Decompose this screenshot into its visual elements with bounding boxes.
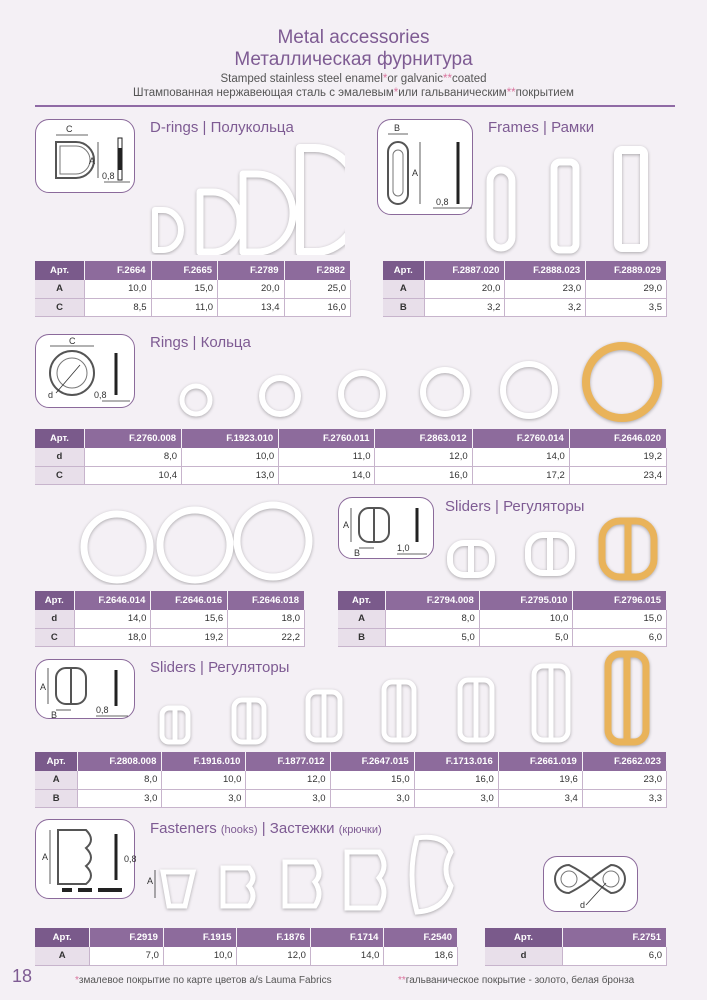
table-cell: 11,0 (279, 448, 375, 466)
dim-a: A (40, 682, 47, 692)
footnote-double-star: ** (398, 975, 406, 986)
table-cell: 8,0 (84, 448, 181, 466)
table-cell: 16,0 (414, 771, 498, 789)
fastener-drawing (36, 820, 136, 900)
d-ring-f2882 (300, 148, 345, 252)
column-header-article: F.2796.015 (573, 591, 667, 610)
dim-c: C (69, 336, 76, 346)
row-label: A (338, 610, 386, 628)
table-cell: 7,0 (90, 947, 164, 965)
fastener-f2540 (412, 837, 451, 912)
column-header-article: F.2665 (151, 261, 217, 280)
column-header-article: F.1877.012 (246, 752, 330, 771)
row-label: C (35, 298, 85, 316)
ring-products-2 (75, 495, 315, 585)
table-cell: 10,4 (84, 466, 181, 484)
column-header-art: Арт. (35, 429, 84, 448)
table-cell: 15,0 (330, 771, 414, 789)
column-header-art: Арт. (35, 261, 85, 280)
slider-products-1 (440, 515, 670, 585)
column-header-article: F.2863.012 (375, 429, 472, 448)
column-header-art: Арт. (35, 591, 74, 610)
column-header-art: Арт. (383, 261, 424, 280)
table-cell: 10,0 (162, 771, 246, 789)
ring-f2760-008 (182, 386, 210, 414)
table-cell: 5,0 (479, 628, 573, 646)
table-cell: 14,0 (310, 947, 384, 965)
row-label: B (338, 628, 386, 646)
column-header-article: F.2760.011 (279, 429, 375, 448)
table-cell: 10,0 (85, 280, 151, 298)
fastener-f1876 (285, 862, 319, 906)
page-title-ru: Металлическая фурнитура (234, 49, 473, 70)
double-star-mark: ** (506, 87, 516, 99)
fasteners-title-en: Fasteners (150, 820, 221, 837)
d-rings-table (35, 261, 351, 317)
row-label: C (35, 628, 74, 646)
table-cell: 16,0 (284, 298, 351, 316)
fasteners-title-hooks: (hooks) (220, 824, 258, 836)
frame-f2889 (618, 150, 644, 248)
table-cell: 3,5 (586, 298, 667, 316)
ring-f2646-016 (160, 510, 230, 580)
page-number: 18 (12, 966, 33, 986)
table-cell: 11,0 (151, 298, 217, 316)
d-ring-diagram (35, 119, 135, 193)
dim-a: A (343, 520, 350, 530)
column-header-art: Арт. (35, 928, 90, 947)
table-cell: 3,2 (505, 298, 586, 316)
column-header-article: F.2889.029 (586, 261, 667, 280)
slider2-drawing (36, 660, 136, 720)
table-cell: 18,0 (74, 628, 151, 646)
fastener-f2919 (163, 872, 193, 906)
dim-thickness: 0,8 (94, 390, 107, 400)
row-label: A (35, 280, 85, 298)
table-cell: 13,4 (218, 298, 284, 316)
fasteners-title-ru: | Застежки (257, 820, 339, 837)
table-cell: 23,4 (569, 466, 666, 484)
slider-drawing (339, 498, 435, 560)
row-label: A (35, 947, 90, 965)
d-ring-f2789 (243, 174, 293, 252)
column-header-article: F.2795.010 (479, 591, 573, 610)
column-header-article: F.1713.016 (414, 752, 498, 771)
table-row (383, 280, 667, 298)
table-cell: 3,4 (498, 789, 582, 807)
column-header-article: F.2751 (563, 928, 667, 947)
section-title-rings: Rings | Кольца (150, 334, 251, 351)
frame-drawing (378, 120, 474, 216)
table-cell: 22,2 (228, 628, 305, 646)
ring-f2863-012 (423, 370, 467, 414)
star-mark: * (382, 73, 388, 85)
column-header-article: F.2662.023 (582, 752, 666, 771)
column-header-article: F.1714 (310, 928, 384, 947)
table-cell: 10,0 (182, 448, 279, 466)
table-cell: 17,2 (472, 466, 569, 484)
dim-thickness: 0,8 (436, 197, 449, 207)
column-header-article: F.2919 (90, 928, 164, 947)
slider-diagram (338, 497, 434, 559)
table-cell: 20,0 (218, 280, 284, 298)
slider2-diagram (35, 659, 135, 719)
column-header-article: F.2760.014 (472, 429, 569, 448)
table-cell: 29,0 (586, 280, 667, 298)
dim-thickness: 0,8 (124, 854, 136, 864)
ring-f2646-014 (84, 514, 150, 580)
dim-a: A (412, 168, 419, 178)
column-header-article: F.2646.018 (228, 591, 305, 610)
dim-d: d (580, 900, 586, 910)
table-cell: 5,0 (386, 628, 480, 646)
dim-b: B (51, 710, 58, 720)
subtitle-ru (0, 87, 707, 99)
column-header-article: F.2760.008 (84, 429, 181, 448)
dim-b: B (354, 548, 361, 558)
table-cell: 3,0 (78, 789, 162, 807)
ring-f2646-018 (237, 505, 309, 577)
row-label: d (35, 610, 74, 628)
dim-thickness: 0,8 (102, 171, 115, 181)
table-cell: 14,0 (472, 448, 569, 466)
f2751-table (485, 928, 667, 966)
table-cell: 15,6 (151, 610, 228, 628)
table-cell: 8,5 (85, 298, 151, 316)
row-label: B (383, 298, 424, 316)
dim-b: B (394, 123, 401, 133)
fastener-f1714 (347, 852, 384, 908)
table-cell: 25,0 (284, 280, 351, 298)
fasteners-title-hooks-ru: (крючки) (338, 824, 382, 836)
footnote-enamel (75, 975, 332, 986)
table-cell: 8,0 (386, 610, 480, 628)
slider-products-2 (150, 650, 670, 750)
subtitle-ru-b: или гальваническим (398, 87, 507, 99)
table-row (35, 280, 351, 298)
table-row (338, 610, 667, 628)
table-cell: 19,2 (151, 628, 228, 646)
section-title-d-rings: D-rings | Полукольца (150, 119, 294, 136)
column-header-art: Арт. (485, 928, 563, 947)
footnote-enamel-text: змалевое покрытие по карте цветов a/s Lauma Fabrics (78, 975, 332, 986)
table-row (338, 628, 667, 646)
page-title: Metal accessories (277, 27, 430, 48)
column-header-article: F.1915 (163, 928, 237, 947)
table-cell: 23,0 (505, 280, 586, 298)
column-header-article: F.1923.010 (182, 429, 279, 448)
table-cell: 3,0 (162, 789, 246, 807)
table-row (383, 298, 667, 316)
dim-a: A (42, 852, 49, 862)
ring-f2646-020-gold (586, 346, 658, 418)
row-label: d (485, 947, 563, 965)
column-header-article: F.1876 (237, 928, 311, 947)
column-header-art: Арт. (35, 752, 78, 771)
column-header-article: F.2882 (284, 261, 351, 280)
table-cell: 15,0 (573, 610, 667, 628)
ring-f2760-011 (341, 373, 383, 415)
frame-f2887 (490, 170, 512, 248)
table-row (35, 610, 305, 628)
section-title-sliders-2: Sliders | Регуляторы (150, 659, 290, 676)
table-row (35, 789, 667, 807)
row-label: A (383, 280, 424, 298)
table-cell: 10,0 (163, 947, 237, 965)
table-cell: 12,0 (246, 771, 330, 789)
column-header-article: F.2646.014 (74, 591, 151, 610)
table-row (35, 947, 458, 965)
table-cell: 3,0 (330, 789, 414, 807)
sliders2-table (35, 752, 667, 808)
table-cell: 14,0 (74, 610, 151, 628)
table-row (485, 947, 667, 965)
fastener-products (145, 830, 475, 925)
subtitle-en-a: Stamped stainless steel enamel (220, 73, 383, 85)
subtitle-ru-c: покрытием (515, 87, 574, 99)
dim-thickness: 0,8 (96, 705, 109, 715)
column-header-article: F.2540 (384, 928, 458, 947)
d-ring-f2665 (200, 192, 240, 252)
column-header-article: F.2661.019 (498, 752, 582, 771)
dim-a: A (89, 156, 96, 166)
row-label: B (35, 789, 78, 807)
table-cell: 15,0 (151, 280, 217, 298)
column-header-article: F.2664 (85, 261, 151, 280)
subtitle-ru-a: Штампованная нержавеющая сталь с эмалевым (133, 87, 394, 99)
column-header-article: F.1916.010 (162, 752, 246, 771)
footnote-star: * (75, 975, 79, 986)
ring-f2760-014 (503, 364, 555, 416)
column-header-article: F.2647.015 (330, 752, 414, 771)
frame-diagram (377, 119, 473, 215)
table-cell: 6,0 (573, 628, 667, 646)
frames-table (383, 261, 667, 317)
table-cell: 18,6 (384, 947, 458, 965)
dim-a: A (147, 876, 154, 886)
frame-f2888 (554, 162, 576, 250)
f2751-diagram (543, 856, 638, 912)
subtitle-en-b: or galvanic (387, 73, 443, 85)
subtitle-en-c: coated (451, 73, 487, 85)
table-cell: 3,2 (424, 298, 505, 316)
table-cell: 18,0 (228, 610, 305, 628)
rings-table (35, 429, 667, 485)
table-cell: 16,0 (375, 466, 472, 484)
footnote-galvanic (398, 975, 634, 986)
ring-diagram (35, 334, 135, 408)
column-header-article: F.2808.008 (78, 752, 162, 771)
table-cell: 23,0 (582, 771, 666, 789)
table-cell: 3,0 (414, 789, 498, 807)
sliders1-table (338, 591, 667, 647)
column-header-article: F.2789 (218, 261, 284, 280)
column-header-article: F.2646.016 (151, 591, 228, 610)
table-cell: 3,0 (246, 789, 330, 807)
header-divider (35, 105, 675, 107)
table-cell: 19,6 (498, 771, 582, 789)
section-title-frames: Frames | Рамки (488, 119, 595, 136)
table-row (35, 298, 351, 316)
section-title-sliders-1: Sliders | Регуляторы (445, 498, 585, 515)
f2751-drawing (544, 857, 639, 913)
table-cell: 14,0 (279, 466, 375, 484)
row-label: A (35, 771, 78, 789)
ring-drawing (36, 335, 136, 409)
footnote-galvanic-text: гальваническое покрытие - золото, белая бронза (405, 975, 635, 986)
table-cell: 12,0 (375, 448, 472, 466)
row-label: C (35, 466, 84, 484)
dim-c: C (66, 124, 73, 134)
row-label: d (35, 448, 84, 466)
column-header-article: F.2888.023 (505, 261, 586, 280)
fastener-diagram (35, 819, 135, 899)
table-cell: 10,0 (479, 610, 573, 628)
subtitle-en (0, 73, 707, 85)
table-cell: 20,0 (424, 280, 505, 298)
d-ring-drawing (36, 120, 136, 194)
table-cell: 6,0 (563, 947, 667, 965)
frame-products (478, 140, 668, 260)
fastener-f1915 (223, 868, 253, 906)
table-cell: 3,3 (582, 789, 666, 807)
column-header-art: Арт. (338, 591, 386, 610)
table-cell: 19,2 (569, 448, 666, 466)
double-star-mark: ** (443, 73, 452, 85)
column-header-article: F.2794.008 (386, 591, 480, 610)
table-cell: 12,0 (237, 947, 311, 965)
rings2-table (35, 591, 305, 647)
column-header-article: F.2887.020 (424, 261, 505, 280)
table-cell: 8,0 (78, 771, 162, 789)
table-row (35, 771, 667, 789)
ring-products (160, 338, 680, 430)
table-row (35, 448, 667, 466)
table-row (35, 628, 305, 646)
star-mark: * (393, 87, 399, 99)
ring-f1923-010 (262, 378, 298, 414)
d-ring-products (145, 140, 345, 255)
dim-thickness: 1,0 (397, 543, 410, 553)
fasteners-table (35, 928, 458, 966)
column-header-article: F.2646.020 (569, 429, 666, 448)
table-row (35, 466, 667, 484)
d-ring-f2664 (155, 210, 181, 250)
dim-d: d (48, 390, 54, 400)
table-cell: 13,0 (182, 466, 279, 484)
